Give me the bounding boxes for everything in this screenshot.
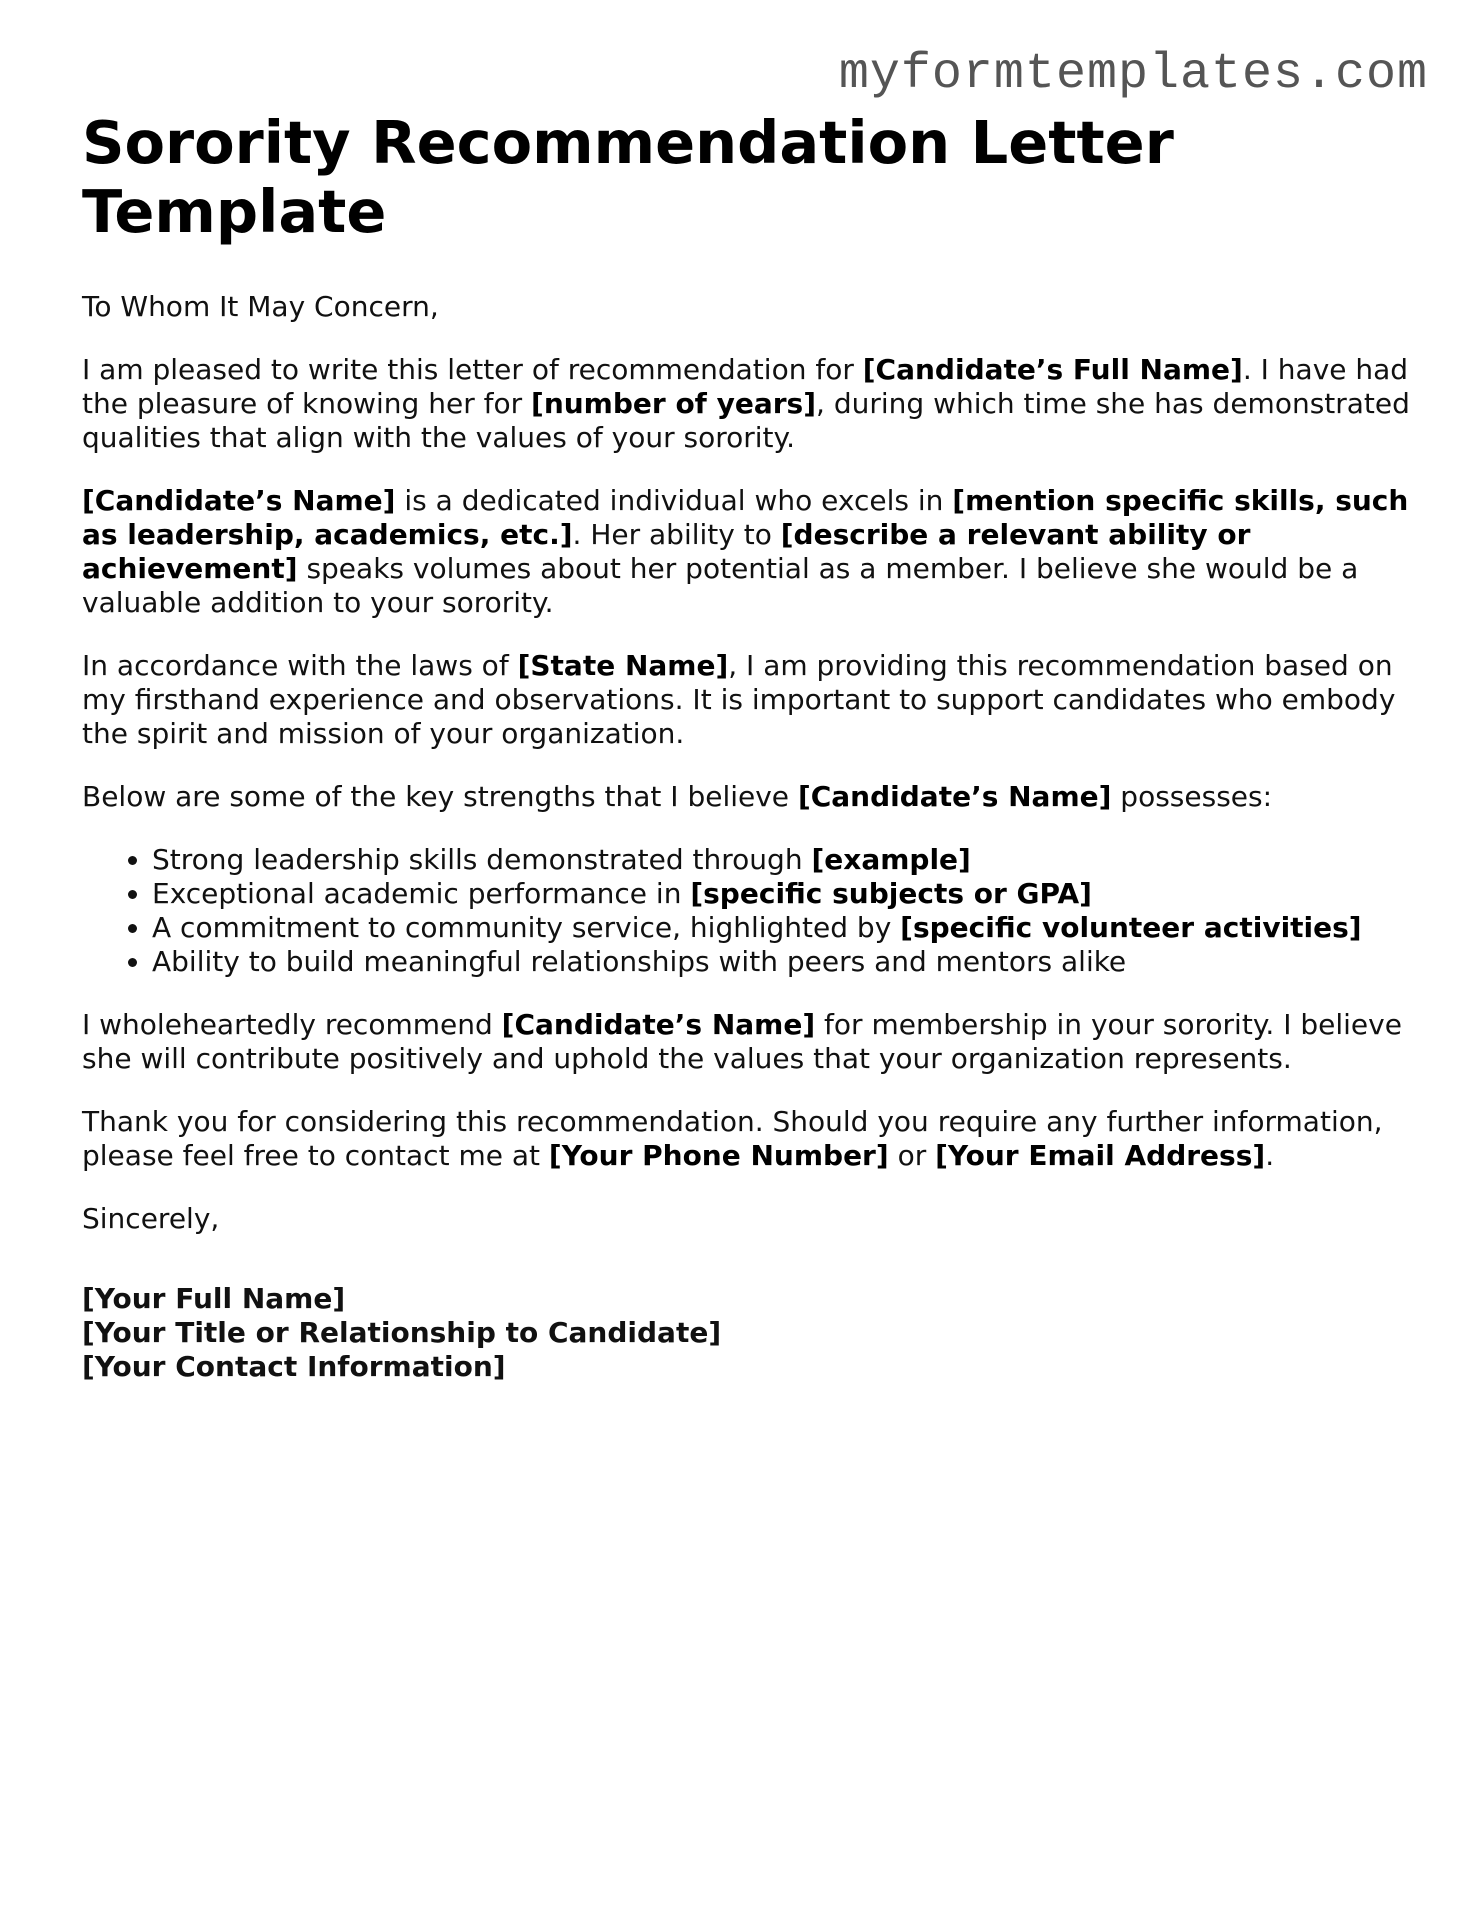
closing: Sincerely, xyxy=(82,1202,220,1235)
paragraph-contact xyxy=(82,1105,1412,1173)
page-title: Sorority Recommendation Letter Template xyxy=(82,108,1174,246)
paragraph-intro xyxy=(82,353,1412,455)
text-span: . I have had the pleasure of knowing her for xyxy=(82,353,1409,420)
list-item xyxy=(152,877,1412,911)
text-span: In accordance with the laws of xyxy=(82,649,518,682)
text-span: I wholeheartedly recommend xyxy=(82,1008,502,1041)
placeholder-email-address: [Your Email Address] xyxy=(935,1139,1266,1172)
placeholder-specific-skills: [mention specific skills, such as leadership, academics, etc.] xyxy=(82,484,1409,551)
letter-document xyxy=(82,108,1412,1384)
list-item xyxy=(152,843,1412,877)
strengths-list xyxy=(82,843,1412,979)
signature-block xyxy=(82,1282,1412,1384)
list-item xyxy=(152,945,1412,979)
salutation: To Whom It May Concern, xyxy=(82,290,439,323)
text-span: . xyxy=(1265,1139,1275,1172)
placeholder-state-name: [State Name] xyxy=(517,649,729,682)
text-span: or xyxy=(888,1139,936,1172)
placeholder-volunteer-activities: [specific volunteer activities] xyxy=(900,911,1362,944)
placeholder-example: [example] xyxy=(811,843,971,876)
placeholder-phone-number: [Your Phone Number] xyxy=(548,1139,889,1172)
paragraph-recommendation xyxy=(82,1008,1412,1076)
signature-contact: [Your Contact Information] xyxy=(82,1350,506,1383)
paragraph-strengths-intro xyxy=(82,780,1412,814)
watermark-logo: myformtemplates.com xyxy=(838,46,1428,103)
text-span: . Her ability to xyxy=(572,518,781,551)
text-span: for membership in your sorority. I believe she will contribute positively and uphold the values that your organization represents. xyxy=(82,1008,1402,1075)
text-span: , I am providing this recommendation based on my firsthand experience and observations. It is important to support candidates who embody the spirit and mission of your organization. xyxy=(82,649,1396,750)
placeholder-candidate-name: [Candidate’s Name] xyxy=(82,484,396,517)
placeholder-number-of-years: [number of years] xyxy=(531,387,817,420)
placeholder-candidate-name: [Candidate’s Name] xyxy=(797,780,1112,813)
text-span: Ability to build meaningful relationships with peers and mentors alike xyxy=(152,945,1127,978)
paragraph-skills xyxy=(82,484,1412,620)
text-span: possesses: xyxy=(1111,780,1273,813)
placeholder-candidate-name: [Candidate’s Name] xyxy=(501,1008,816,1041)
paragraph-state-law xyxy=(82,649,1412,751)
placeholder-subjects-or-gpa: [specific subjects or GPA] xyxy=(690,877,1092,910)
text-span: I am pleased to write this letter of recommendation for xyxy=(82,353,863,386)
text-span: A commitment to community service, highlighted by xyxy=(152,911,901,944)
text-span: Below are some of the key strengths that I believe xyxy=(82,780,798,813)
text-span: , during which time she has demonstrated qualities that align with the values of your sorority. xyxy=(82,387,1410,454)
placeholder-ability-or-achievement: [describe a relevant ability or achievement] xyxy=(82,518,1251,585)
text-span: is a dedicated individual who excels in xyxy=(395,484,953,517)
text-span: Strong leadership skills demonstrated through xyxy=(152,843,812,876)
signature-title: [Your Title or Relationship to Candidate] xyxy=(82,1316,722,1349)
text-span: Exceptional academic performance in xyxy=(152,877,691,910)
list-item xyxy=(152,911,1412,945)
signature-name: [Your Full Name] xyxy=(82,1282,346,1315)
text-span: Thank you for considering this recommendation. Should you require any further information, please feel free to contact me at xyxy=(82,1105,1383,1172)
placeholder-candidate-full-name: [Candidate’s Full Name] xyxy=(862,353,1243,386)
text-span: speaks volumes about her potential as a member. I believe she would be a valuable addition to your sorority. xyxy=(82,552,1359,619)
